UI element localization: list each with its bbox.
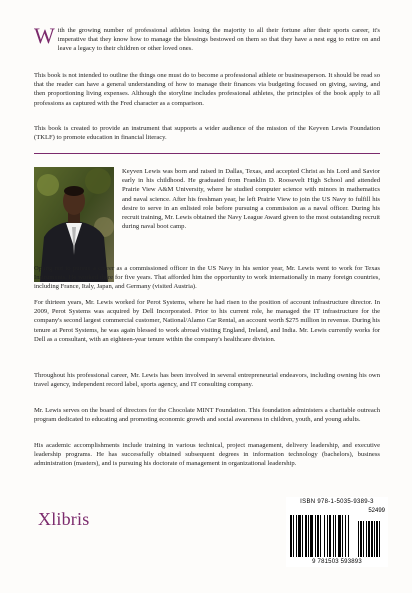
bio-paragraph-5: Mr. Lewis serves on the board of directors for the Chocolate MINT Foundation. This foundation administers a charitable outreach program dedicated to educating and promoting economic growth and social awareness in children, youth, and young adults.	[34, 407, 380, 424]
bio-paragraph-2: Opting not to pursue a career as a commissioned officer in the US Navy in his senior year, Mr. Lewis went to work for Texas Instruments. He worked there for five years. That afforded him the opportunity to work internationally in many foreign countries, including France, Italy, Japan, and Germany (visited Austria).	[34, 265, 380, 291]
drop-cap: W	[34, 23, 55, 48]
intro-paragraph-1	[34, 23, 380, 54]
intro-paragraph-2: This book is not intended to outline the things one must do to become a professional athlete or businessperson. It should be read so that the reader can have a general understanding of how to manage their finances via budgeting focused on giving, saving, and then proportioning living expenses. Although the storyline includes professional athletes, the principles of the book apply to all professions as captured with the Fred character as a comparison.	[34, 72, 380, 107]
barcode-digits: 9 781503 593893	[312, 559, 362, 565]
intro-paragraph-3: This book is created to provide an instrument that supports a wider audience of the mission of the Keyven Lewis Foundation (TKLF) to promote education in financial literacy.	[34, 125, 380, 142]
isbn-barcode	[286, 497, 388, 567]
intro-paragraph-1-text: ith the growing number of professional athletes losing the majority to all their fortune after their sports career, it's imperative that they know how to manage the blessings bestowed on them so that they have a nest egg to retire on and leave a legacy to their children or other loved ones.	[57, 27, 380, 53]
bio-paragraph-3: For thirteen years, Mr. Lewis worked for Perot Systems, where he had risen to the position of account infrastructure director. In 2009, Perot Systems was acquired by Dell Incorporated. Prior to his current role, he managed the IT infrastructure for the company's second largest commercial customer, National/Alamo Car Rental, an account worth $275 million in revenue. During his tenure at Perot Systems, he was again blessed to work abroad visiting England, Ireland, and India. Mr. Lewis currently works for Dell as a consultant, with an eighteen-year tenure within the company's healthcare division.	[34, 299, 380, 343]
bio-paragraph-4: Throughout his professional career, Mr. Lewis has been involved in several entrepreneurial endeavors, including owning his own travel agency, independent record label, sports agency, and IT consulting company.	[34, 372, 380, 389]
isbn-label: ISBN 978-1-5035-9389-3	[300, 499, 374, 505]
publisher-logo: Xlibris	[38, 509, 90, 529]
section-divider	[34, 153, 380, 154]
bio-paragraph-1: Keyven Lewis was born and raised in Dallas, Texas, and accepted Christ as his Lord and Savior early in his childhood. He graduated from Franklin D. Roosevelt High School and attended Prairie View A&M University, where he studied computer science with minors in mathematics and naval science. After his freshman year, he left Prairie View to join the US Navy to fulfill his desire to serve in an enlisted role before pursuing a commission as a naval officer. During his recruit training, Mr. Lewis obtained the Navy League Award given to the most outstanding recruit during naval boot camp.	[122, 168, 380, 231]
price-code: 52499	[368, 508, 385, 514]
bio-paragraph-6: His academic accomplishments include training in various technical, project management, delivery leadership, and executive leadership programs. He has successfully obtained subsequent degrees in information technology (bachelors), business administration (masters), and is pursuing his doctorate of management in organizational leadership.	[34, 442, 380, 468]
barcode-bars	[290, 515, 384, 557]
